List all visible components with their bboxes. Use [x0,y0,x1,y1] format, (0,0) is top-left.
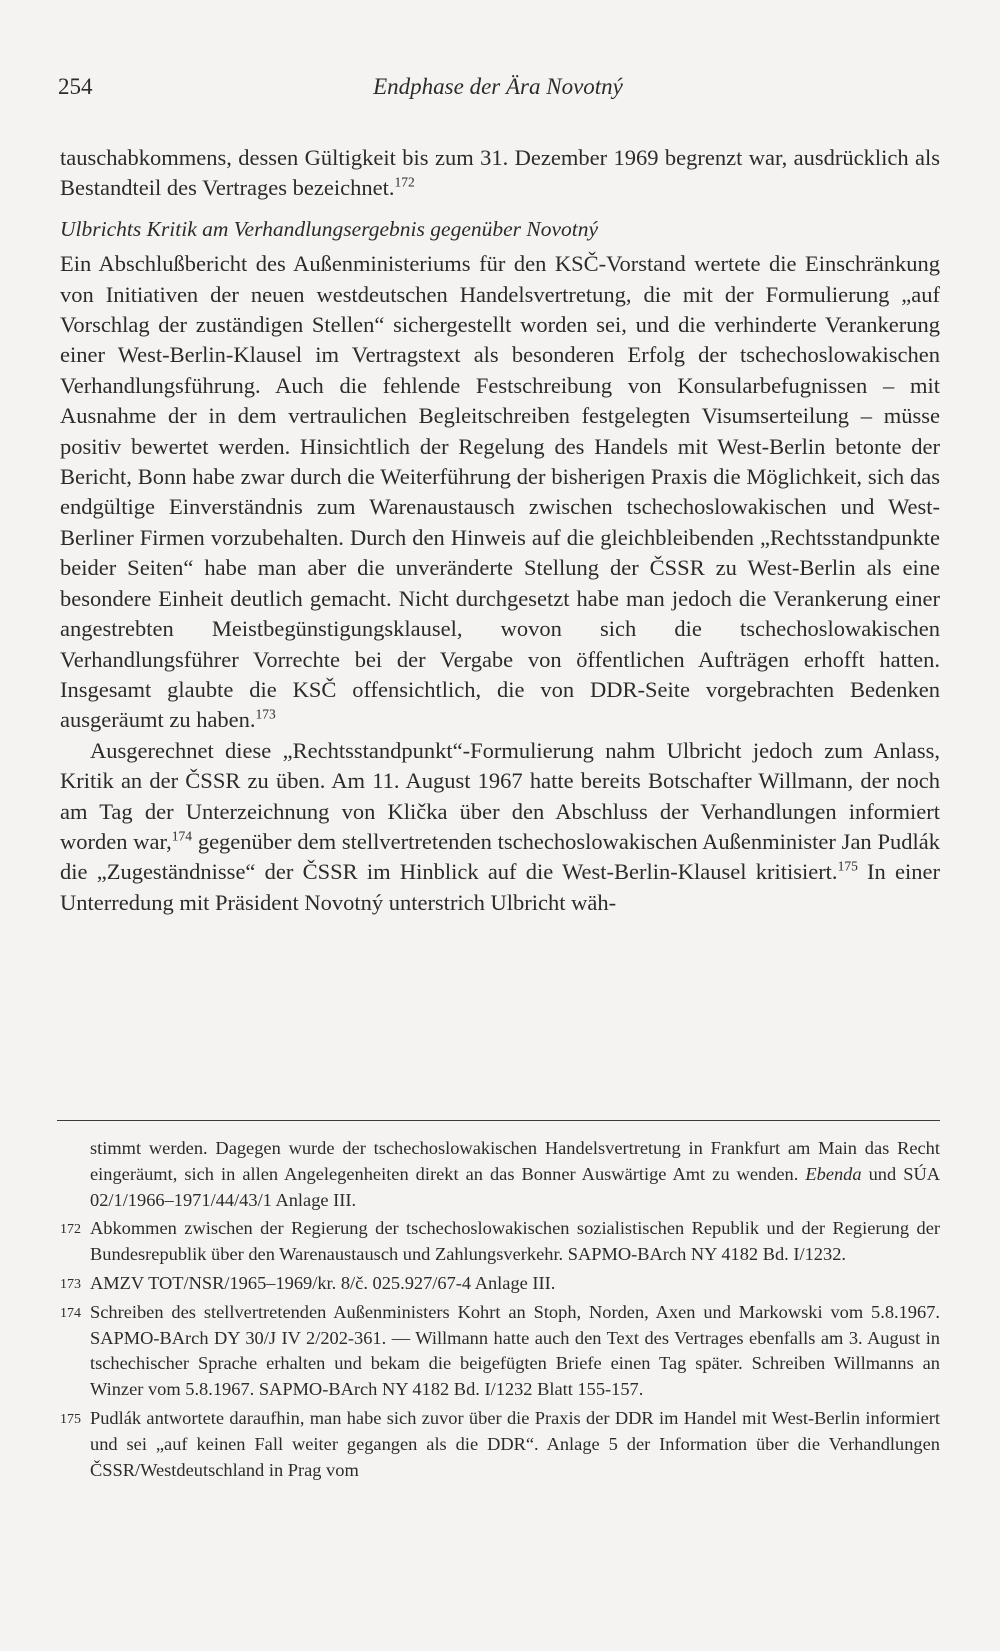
main-text [60,143,940,918]
footnote-ref[interactable]: 172 [394,174,415,190]
footnote-ref[interactable]: 174 [171,828,192,844]
footnotes [60,1136,940,1486]
footnote-number: 174 [60,1305,81,1321]
footnote-number: 173 [60,1276,81,1292]
footnote-172: 172 Abkommen zwischen der Regierung der tschechoslowakischen sozialistischen Republik und der Regierung der Bundesrepublik über den Warenaustausch und Zahlungsverkehr. SAPMO-BArch NY 4182 Bd. I/1232. [60,1218,940,1265]
footnote-173: 173 AMZV TOT/NSR/1965–1969/kr. 8/č. 025.927/67-4 Anlage III. [60,1271,940,1297]
footnote-divider [57,1120,940,1121]
page-header [58,74,938,108]
footnote-continued: stimmt werden. Dagegen wurde der tschechoslowakischen Handelsvertretung in Frankfurt am Main das Recht eingeräumt, sich in allen Angelegenheiten direkt an das Bonner Auswärtige Amt zu wenden. Ebenda und SÚA 02/1/1966–1971/44/43/1 Anlage III. [90,1138,941,1210]
page-number: 254 [58,74,93,99]
footnote-number: 172 [60,1222,81,1238]
footnote-ref[interactable]: 173 [255,706,276,722]
footnote-174: 174 Schreiben des stellvertretenden Außenministers Kohrt an Stoph, Norden, Axen und Markowski vom 5.8.1967. SAPMO-BArch DY 30/J IV 2/202-361. — Willmann hatte auch den Text des Vertrages ebenfalls am 3. August in tschechischer Sprache erhalten und bekam die beigefügten Briefe einen Tag später. Schreiben Willmanns an Winzer vom 5.8.1967. SAPMO-BArch NY 4182 Bd. I/1232 Blatt 155-157. [60,1301,940,1400]
section-heading: Ulbrichts Kritik am Verhandlungsergebnis gegenüber Novotný [60,216,599,241]
footnote-number: 175 [60,1411,81,1427]
paragraph: tauschabkommens, dessen Gültigkeit bis zum 31. Dezember 1969 begrenzt war, ausdrücklich als Bestandteil des Vertrages bezeichnet.$^{172}$ [60,145,940,201]
running-head: Endphase der Ära Novotný [373,74,623,99]
footnote-ref[interactable]: 175 [837,858,858,874]
paragraph: Ein Abschlußbericht des Außenministeriums für den KSČ-Vorstand wertete die Einschränkung von Initiativen der neuen westdeutschen Handelsvertretung, die mit der Formulierung „auf Vorschlag der zuständigen Stellen“ sichergestellt worden sei, und die verhinderte Verankerung einer West-Berlin-Klausel im Vertragstext als besonderen Erfolg der tschechoslowakischen Verhandlungsführung. Auch die fehlende Festschreibung von Konsularbefugnissen – mit Ausnahme der in dem vertraulichen Begleitschreiben festgelegten Visumserteilung – müsse positiv bewertet werden. Hinsichtlich der Regelung des Handels mit West-Berlin betonte der Bericht, Bonn habe zwar durch die Weiterführung der bisherigen Praxis die Möglichkeit, sich das endgültige Einverständnis zum Warenaustausch zwischen tschechoslowakischen und West-Berliner Firmen vorzubehalten. Durch den Hinweis auf die gleichbleibenden „Rechtsstandpunkte beider Seiten“ habe man aber die unveränderte Stellung der ČSSR zu West-Berlin als eine besondere Einheit deutlich gemacht. Nicht durchgesetzt habe man jedoch die Verankerung einer angestrebten Meistbegünstigungsklausel, wovon sich die tschechoslowakischen Verhandlungsführer Vorrechte bei der Vergabe von öffentlichen Aufträgen erhofft hatten. Insgesamt glaubte die KSČ offensichtlich, die von DDR-Seite vorgebrachten Bedenken ausgeräumt zu haben.$^{173}$ [60,251,940,733]
footnote-175: 175 Pudlák antwortete daraufhin, man habe sich zuvor über die Praxis der DDR im Handel mit West-Berlin informiert und sei „auf keinen Fall weiter gegangen als die DDR“. Anlage 5 der Information über die Verhandlungen ČSSR/Westdeutschland in Prag vom [60,1407,940,1480]
paragraph: Ausgerechnet diese „Rechtsstandpunkt“-Formulierung nahm Ulbricht jedoch zum Anlass, Kritik an der ČSSR zu üben. Am 11. August 1967 hatte bereits Botschafter Willmann, der noch am Tag der Unterzeichnung von Klička über den Abschluss der Verhandlungen informiert worden war,$^{174}$ gegenüber dem stellvertretenden tschechoslowakischen Außenminister Jan Pudlák die „Zugeständnisse“ der ČSSR im Hinblick auf die West-Berlin-Klausel kritisiert.$^{175}$ In einer Unterredung mit Präsident Novotný unterstrich Ulbricht wäh- [60,737,940,915]
